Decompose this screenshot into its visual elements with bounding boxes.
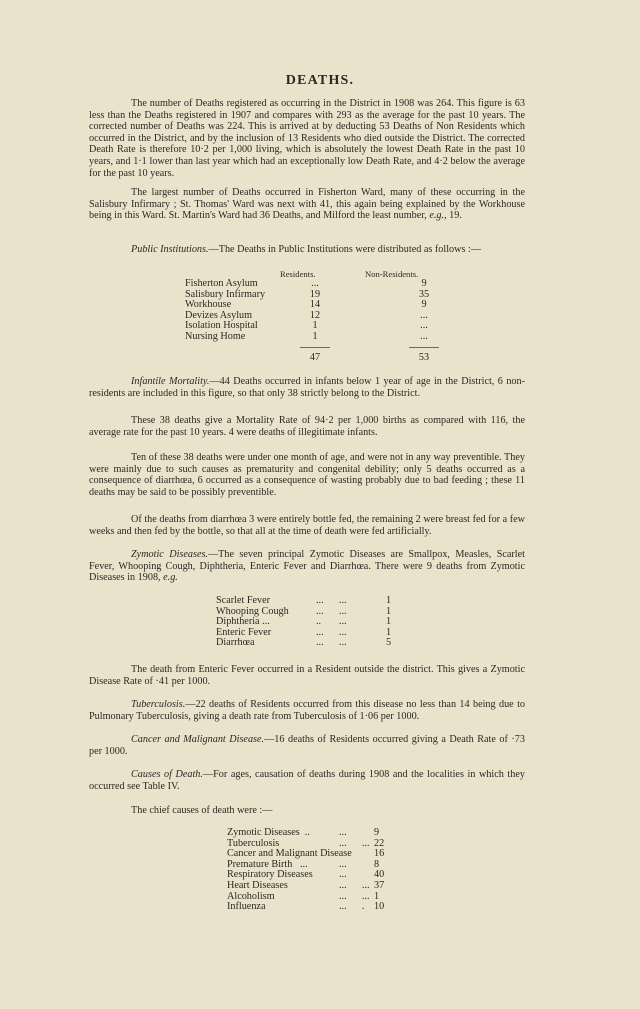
tuberculosis-heading: Tuberculosis. [131,699,186,710]
cause-deaths: 22 [374,837,385,849]
wards-end: 19. [446,210,462,222]
institution-non-residents: ... [420,331,428,342]
institution-non-residents: 9 [421,278,427,289]
institution-name: Workhouse [185,299,232,311]
zymotic-leader-dots: ... ... [316,637,347,649]
page-title: DEATHS. [285,73,355,88]
paragraph-tuberculosis [89,699,525,722]
institution-residents: 14 [309,299,321,311]
zymotic-leader-dots: ... ... [316,605,347,617]
institution-name: Fisherton Asylum [185,278,258,289]
institution-residents: 12 [309,309,321,321]
paragraph-causes [89,769,525,792]
tuberculosis-text: —22 deaths of Residents occurred from this disease no less than 14 being due to Pulmonary Tuberculosis, giving a death rate from Tuberculosis of 1·06 per 1000. [89,699,525,722]
cause-name: Premature Birth ... [227,858,308,870]
cause-deaths: 10 [374,901,385,913]
institution-non-residents: 9 [421,299,427,311]
institutions-table [185,269,485,369]
cause-deaths: 8 [374,858,380,870]
cause-leader-dots: ... ... [339,837,370,849]
institution-name: Devizes Asylum [185,309,253,321]
total-rule-non-residents [409,347,439,348]
cause-name: Cancer and Malignant Disease [227,848,352,860]
cause-leader-dots: ... ... [339,880,370,891]
causes-table [227,828,427,920]
zymotic-leader-dots: .. ... [316,616,347,628]
institution-residents: 1 [312,331,318,342]
cause-leader-dots: ... [339,869,347,881]
cause-name: Tuberculosis [227,837,280,849]
institution-name: Isolation Hospital [185,320,258,332]
institution-name: Nursing Home [185,331,246,342]
cause-leader-dots: ... [339,858,347,870]
paragraph-cancer [89,734,525,757]
zymotic-disease-name: Scarlet Fever [216,595,271,606]
cause-leader-dots: ... ... [339,890,370,902]
zymotic-text: —The seven principal Zymotic Diseases are Smallpox, Measles, Scarlet Fever, Whooping Cough, Diphtheria, Enteric Fever and Diarrhœa. There were 9 deaths from Zymotic Diseases in 1908, [89,549,525,584]
zymotic-heading: Zymotic Diseases. [131,549,208,560]
zymotic-deaths: 1 [386,626,392,638]
paragraph-wards [89,187,525,222]
cause-leader-dots: ... . [339,901,365,913]
zymotic-disease-name: Enteric Fever [216,626,272,638]
cause-name: Heart Diseases [227,880,288,891]
public-institutions-heading: Public Institutions. [131,244,209,255]
header-residents: Residents. [280,269,316,279]
zymotic-eg: e.g. [163,572,178,584]
cause-deaths: 37 [374,880,385,891]
zymotic-leader-dots: ... ... [316,595,347,606]
cause-deaths: 16 [374,848,385,860]
total-residents: 47 [309,352,321,363]
paragraph-public-institutions [89,244,525,256]
zymotic-table [216,596,416,656]
institution-non-residents: ... [420,320,428,332]
causes-text: —For ages, causation of deaths during 1908 and the localities in which they occurred see Table IV. [89,769,525,792]
cause-leader-dots: ... [339,827,347,838]
public-institutions-text: —The Deaths in Public Institutions were distributed as follows :— [208,244,482,255]
paragraph-deaths-summary: The number of Deaths registered as occurring in the District in 1908 was 264. This figure is 63 less than the Deaths registered in 1907 and compares with 293 as the average for the past 10 years. The corrected number of Deaths was 224. This is arrived at by deducting 53 Deaths of Non Residents which occurred in the District, and by the inclusion of 13 Residents who died outside the District. The corrected Death Rate is therefore 10·2 per 1,000 living, which is absolutely the lowest Death Rate in the past 10 years, and 1·1 lower than last year which had an exceptionally low Death Rate, and 4·2 below the average for the past 10 years. [89,98,525,179]
cause-name: Zymotic Diseases .. [227,827,310,838]
causes-heading: Causes of Death. [131,769,203,780]
paragraph-enteric: The death from Enteric Fever occurred in a Resident outside the district. This gives a Zymotic Disease Rate of ·41 per 1000. [89,664,525,687]
paragraph-chief-causes: The chief causes of death were :— [131,805,273,816]
zymotic-leader-dots: ... ... [316,626,347,638]
zymotic-disease-name: Diphtheria ... [216,616,270,628]
wards-text: The largest number of Deaths occurred in Fisherton Ward, many of these occurring in the Salisbury Infirmary ; St. Thomas' Ward was next with 41, this again being explained by the Workhouse being in this Ward. St. Martin's Ward had 36 Deaths, and Milford the least number, [89,187,525,222]
institution-non-residents: 35 [418,288,430,300]
infantile-mortality-text: —44 Deaths occurred in infants below 1 year of age in the District, 6 non-residents are included in this figure, so that only 38 strictly belong to the District. [89,376,525,399]
total-non-residents: 53 [418,352,430,363]
institution-name: Salisbury Infirmary [185,288,266,300]
institution-residents: ... [311,278,319,289]
infantile-mortality-heading: Infantile Mortality. [131,376,210,387]
header-non-residents: Non-Residents. [365,269,419,279]
institution-non-residents: ... [420,309,428,321]
cause-name: Respiratory Diseases [227,869,313,881]
zymotic-deaths: 1 [386,595,392,606]
zymotic-disease-name: Diarrhœa [216,637,255,649]
cancer-heading: Cancer and Malignant Disease. [131,734,265,745]
zymotic-deaths: 1 [386,616,392,628]
zymotic-disease-name: Whooping Cough [216,605,289,617]
paragraph-preventible: Ten of these 38 deaths were under one month of age, and were not in any way preventible. They were mainly due to such causes as prematurity and congenital debility; only 5 deaths occurred as a consequence of diarrhœa, 6 occurred as a consequence of wasting probably due to bad feeding ; these 11 deaths may be said to be possibly preventible. [89,452,525,498]
cause-deaths: 9 [374,827,380,838]
cause-deaths: 1 [374,890,380,902]
cause-name: Influenza [227,901,266,913]
total-rule-residents [300,347,330,348]
paragraph-infantile-mortality [89,376,525,399]
wards-eg: e.g., [429,210,447,222]
paragraph-zymotic [89,549,525,584]
zymotic-deaths: 1 [386,605,392,617]
cause-deaths: 40 [374,869,385,881]
cancer-text: —16 deaths of Residents occurred giving a Death Rate of ·73 per 1000. [89,734,525,757]
institution-residents: 1 [312,320,318,332]
cause-name: Alcoholism [227,890,275,902]
zymotic-deaths: 5 [386,637,392,649]
institution-residents: 19 [309,288,321,300]
paragraph-mortality-rate: These 38 deaths give a Mortality Rate of 94·2 per 1,000 births as compared with 116, the average rate for the past 10 years. 4 were deaths of illegitimate infants. [89,415,525,438]
paragraph-diarrhoea: Of the deaths from diarrhœa 3 were entirely bottle fed, the remaining 2 were breast fed for a few weeks and then fed by the bottle, so that all at the time of death were fed artificially. [89,514,525,537]
